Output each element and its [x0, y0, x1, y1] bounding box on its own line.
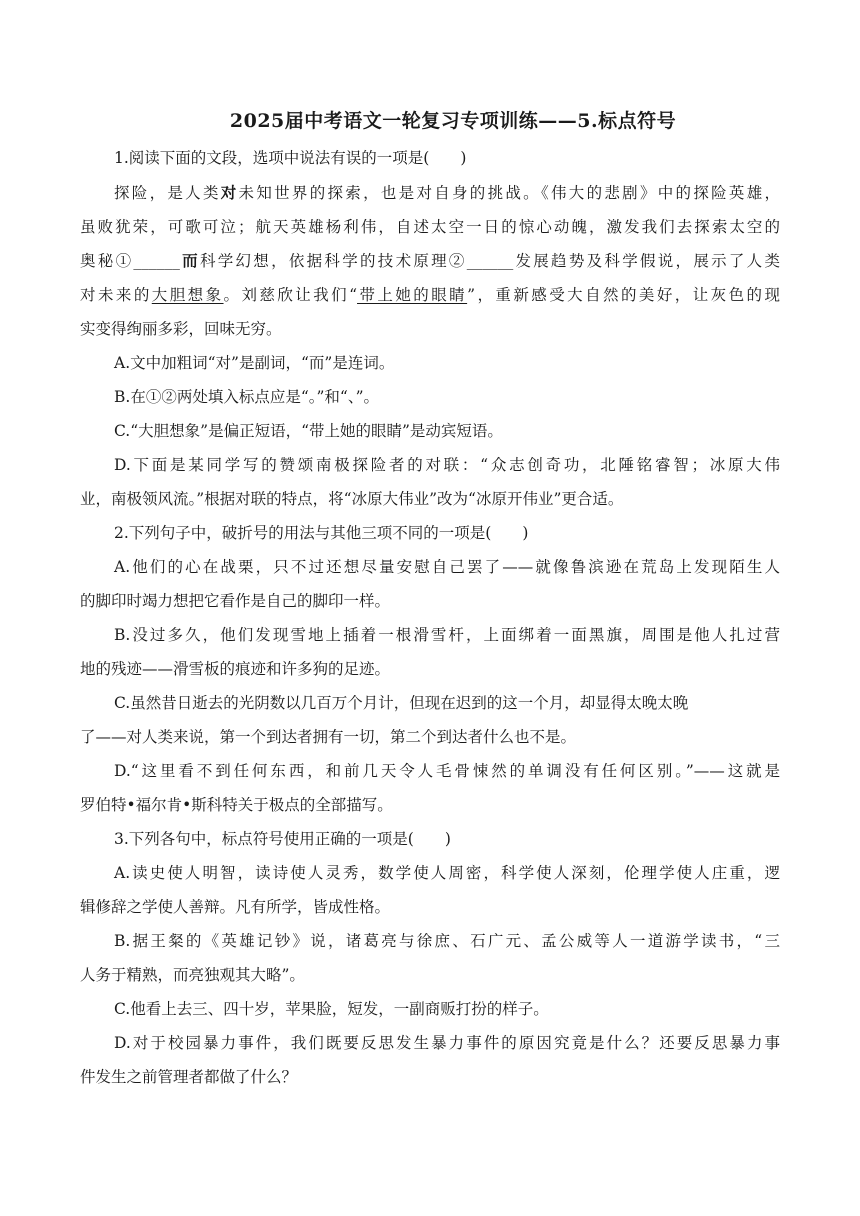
q1-option-d-line-1: D.下面是某同学写的赞颂南极探险者的对联：“众志创奇功，北陲铭睿智；冰原大伟	[114, 456, 780, 474]
underlined-phrase-2: 带上她的眼睛	[357, 286, 468, 304]
q1-option-b: B.在①②两处填入标点应是“。”和“、”。	[114, 388, 380, 406]
q3-option-d-line-1: D.对于校园暴力事件，我们既要反思发生暴力事件的原因究竟是什么？还要反思暴力事	[114, 1034, 780, 1052]
q1-option-a: A.文中加粗词“对”是副词，“而”是连词。	[114, 354, 395, 372]
bold-word-er: 而	[179, 251, 200, 270]
q1-option-c: C.“大胆想象”是偏正短语，“带上她的眼睛”是动宾短语。	[114, 422, 503, 440]
q2-option-c-line-1: C.虽然昔日逝去的光阴数以几百万个月计，但现在迟到的这一个月，却显得太晚太晚	[114, 694, 689, 712]
q2-option-b-line-1: B.没过多久，他们发现雪地上插着一根滑雪杆，上面绑着一面黑旗，周围是他人扎过营	[114, 626, 780, 644]
q2-option-c-line-2: 了——对人类来说，第一个到达者拥有一切，第二个到达者什么也不是。	[80, 728, 577, 746]
q1-passage-line-3: 奥秘①______而科学幻想，依据科学的技术原理②______发展趋势及科学假说，展示了人类	[80, 251, 780, 270]
q1-passage-line-4: 对未来的大胆想象。刘慈欣让我们“带上她的眼睛”，重新感受大自然的美好，让灰色的现	[80, 286, 780, 304]
q1-option-d-line-2: 业，南极领风流。”根据对联的特点，将“冰原大伟业”改为“冰原开伟业”更合适。	[80, 490, 624, 508]
q3-option-a-line-2: 辑修辞之学使人善辩。凡有所学，皆成性格。	[80, 898, 391, 916]
q2-option-a-line-1: A.他们的心在战栗，只不过还想尽量安慰自己罢了——就像鲁滨逊在荒岛上发现陌生人	[114, 558, 780, 576]
q3-option-b-line-2: 人务于精熟，而亮独观其大略”。	[80, 966, 305, 984]
q2-option-a-line-2: 的脚印时竭力想把它看作是自己的脚印一样。	[80, 592, 391, 610]
q1-passage-line-2: 虽败犹荣，可歌可泣；航天英雄杨利伟，自述太空一日的惊心动魄，激发我们去探索太空的	[80, 218, 780, 236]
q1-passage-line-5: 实变得绚丽多彩，回味无穷。	[80, 320, 282, 338]
document-title: 2025届中考语文一轮复习专项训练——5.标点符号	[229, 110, 677, 132]
q2-stem: 2.下列句子中，破折号的用法与其他三项不同的一项是( )	[114, 524, 529, 542]
q1-stem: 1.阅读下面的文段，选项中说法有误的一项是( )	[114, 149, 467, 167]
q3-option-c: C.他看上去三、四十岁，苹果脸，短发，一副商贩打扮的样子。	[114, 1000, 549, 1018]
q3-stem: 3.下列各句中，标点符号使用正确的一项是( )	[114, 830, 451, 848]
bold-word-dui: 对	[220, 183, 239, 202]
underlined-phrase-1: 大胆想象	[151, 286, 224, 304]
q1-passage-line-1: 探险，是人类对未知世界的探索，也是对自身的挑战。《伟大的悲剧》中的探险英雄，	[114, 183, 780, 202]
q2-option-d-line-2: 罗伯特•福尔肯•斯科特关于极点的全部描写。	[80, 796, 393, 814]
q2-option-d-line-1: D.“这里看不到任何东西，和前几天令人毛骨悚然的单调没有任何区别。”——这就是	[114, 762, 780, 780]
q3-option-a-line-1: A.读史使人明智，读诗使人灵秀，数学使人周密，科学使人深刻，伦理学使人庄重，逻	[114, 864, 780, 882]
q3-option-b-line-1: B.据王粲的《英雄记钞》说，诸葛亮与徐庶、石广元、孟公威等人一道游学读书，“三	[114, 932, 780, 950]
q3-option-d-line-2: 件发生之前管理者都做了什么？	[80, 1068, 298, 1086]
q2-option-b-line-2: 地的残迹——滑雪板的痕迹和许多狗的足迹。	[80, 660, 391, 678]
